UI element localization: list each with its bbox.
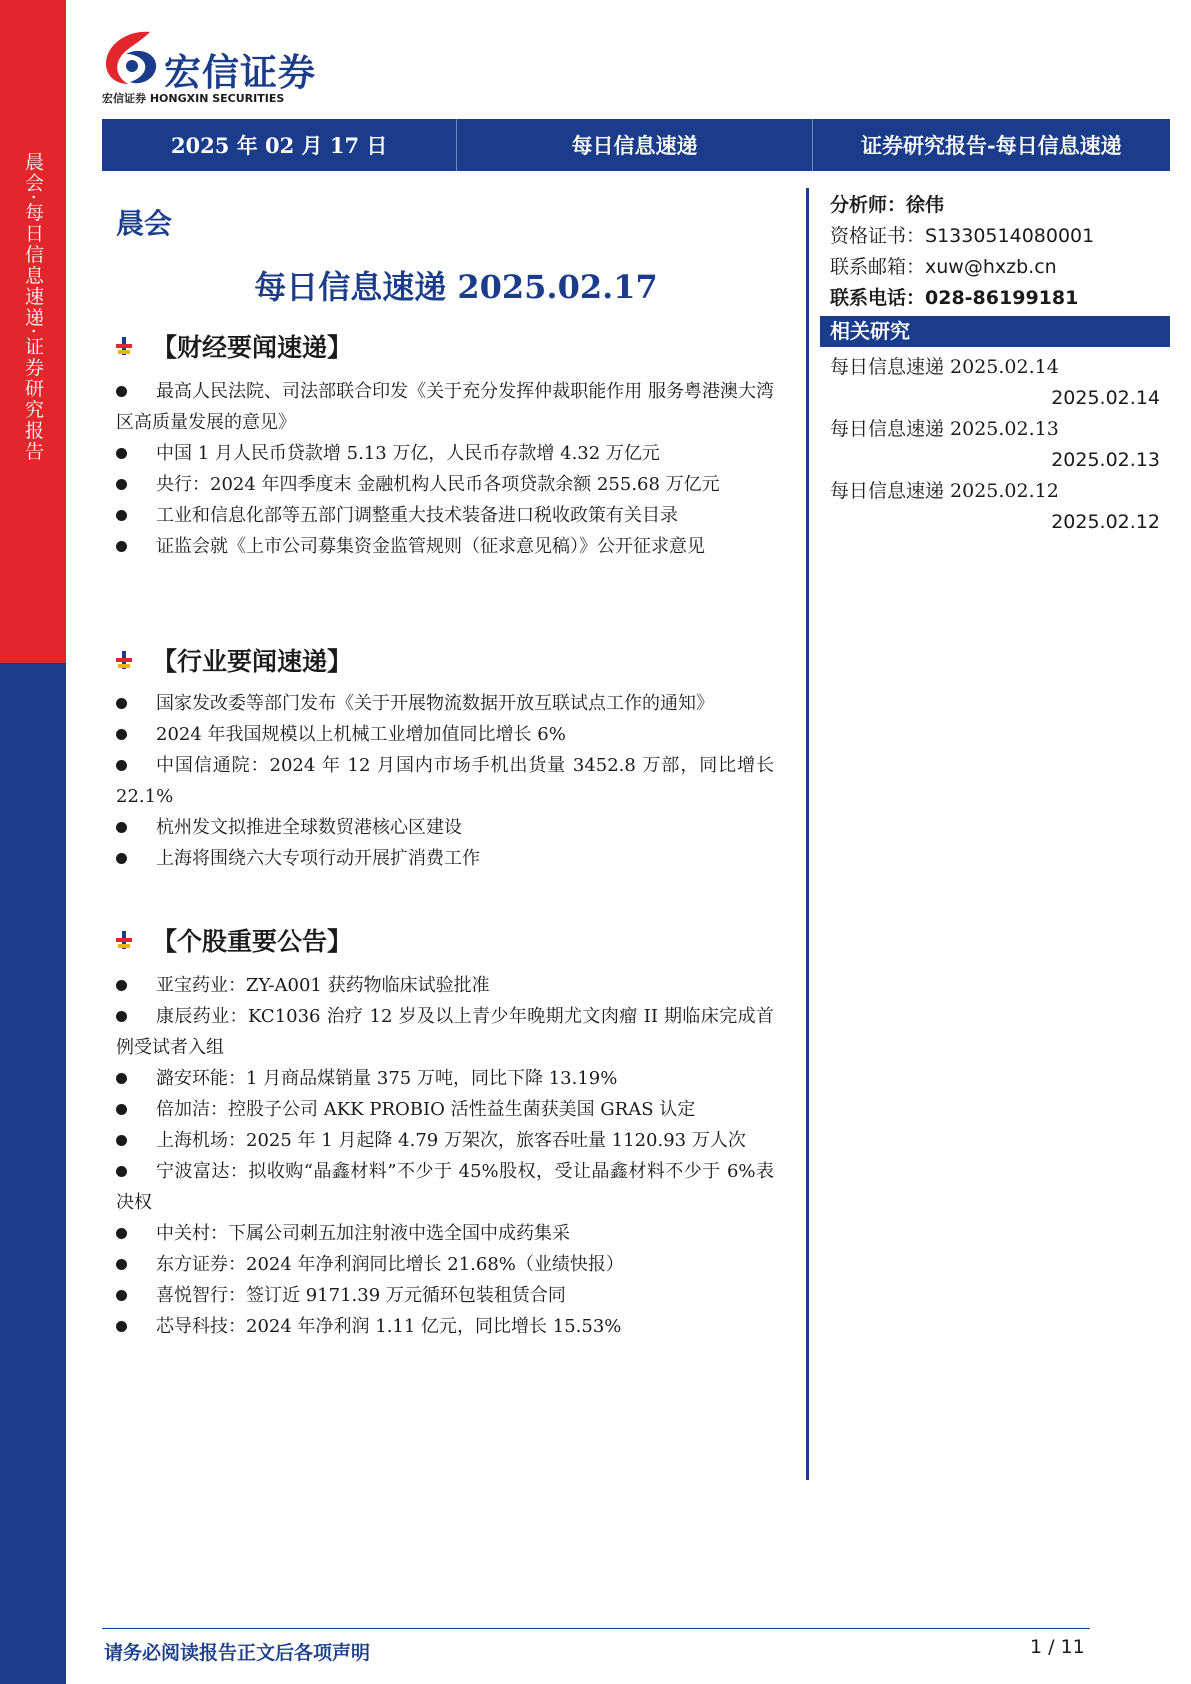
related-item: 每日信息速递 2025.02.14 2025.02.14 (830, 356, 1160, 409)
list-item: 潞安环能：1 月商品煤销量 375 万吨，同比下降 13.19% (116, 1063, 774, 1094)
report-category: 每日信息速递 (456, 119, 811, 171)
list-item: 亚宝药业：ZY-A001 获药物临床试验批准 (116, 970, 774, 1001)
list-item: 证监会就《上市公司募集资金监管规则（征求意见稿）》公开征求意见 (116, 531, 774, 562)
list-item: 宁波富达：拟收购“晶鑫材料”不少于 45%股权，受让晶鑫材料不少于 6%表决权 (116, 1161, 774, 1213)
list-item: 工业和信息化部等五部门调整重大技术装备进口税收政策有关目录 (116, 500, 774, 531)
list-item: 芯导科技：2024 年净利润 1.11 亿元，同比增长 15.53% (116, 1311, 774, 1342)
header-bar (102, 119, 1170, 171)
related-research-list (830, 352, 1160, 538)
analyst-cert-row: 资格证书：S1330514080001 (830, 225, 1095, 247)
analyst-cert: S1330514080001 (925, 225, 1095, 247)
list-item: 杭州发文拟推进全球数贸港核心区建设 (116, 812, 774, 843)
related-item: 每日信息速递 2025.02.12 2025.02.12 (830, 480, 1160, 533)
page-number: 1 / 11 (1030, 1636, 1085, 1658)
analyst-email: xuw@hxzb.cn (925, 256, 1057, 278)
list-item: 喜悦智行：签订近 9171.39 万元循环包装租赁合同 (116, 1280, 774, 1311)
analyst-name-row: 分析师：徐伟 (830, 194, 945, 216)
list-item: 上海机场：2025 年 1 月起降 4.79 万架次，旅客吞吐量 1120.93 万人次 (116, 1125, 774, 1156)
report-genre: 晨会 (116, 207, 173, 240)
analyst-info (830, 190, 1094, 314)
related-item: 每日信息速递 2025.02.13 2025.02.13 (830, 418, 1160, 471)
section-bullet-icon (116, 931, 132, 949)
side-banner (0, 0, 66, 1684)
analyst-phone: 028-86199181 (925, 287, 1079, 309)
list-item: 2024 年我国规模以上机械工业增加值同比增长 6% (116, 719, 774, 750)
page-title: 每日信息速递 2025.02.17 (254, 268, 658, 306)
company-logo (100, 28, 360, 108)
list-item: 央行：2024 年四季度末 金融机构人民币各项贷款余额 255.68 万亿元 (116, 469, 774, 500)
industry-news-list (116, 688, 774, 874)
section-bullet-icon (116, 651, 132, 669)
stock-announcements-list (116, 970, 774, 1342)
related-research-heading: 相关研究 (820, 316, 1170, 347)
section-bullet-icon (116, 337, 132, 355)
list-item: 中关村：下属公司刺五加注射液中选全国中成药集采 (116, 1218, 774, 1249)
list-item: 国家发改委等部门发布《关于开展物流数据开放互联试点工作的通知》 (116, 688, 774, 719)
list-item: 中国 1 月人民币贷款增 5.13 万亿，人民币存款增 4.32 万亿元 (116, 438, 774, 469)
section-heading-stocks: 【个股重要公告】 (116, 922, 352, 958)
logo-mark-icon (100, 28, 162, 90)
logo-name-cn: 宏信证券 (164, 51, 316, 94)
list-item: 倍加洁：控股子公司 AKK PROBIO 活性益生菌获美国 GRAS 认定 (116, 1094, 774, 1125)
column-divider (806, 188, 809, 1480)
list-item: 上海将围绕六大专项行动开展扩消费工作 (116, 843, 774, 874)
footer-divider (102, 1628, 1090, 1629)
logo-subtitle: 宏信证券 HONGXIN SECURITIES (102, 92, 285, 105)
analyst-name: 徐伟 (906, 194, 945, 216)
finance-news-list (116, 376, 774, 562)
list-item: 东方证券：2024 年净利润同比增长 21.68%（业绩快报） (116, 1249, 774, 1280)
list-item: 中国信通院：2024 年 12 月国内市场手机出货量 3452.8 万部，同比增长 22.1% (116, 755, 774, 807)
list-item: 康辰药业：KC1036 治疗 12 岁及以上青少年晚期尤文肉瘤 II 期临床完成首例受试者入组 (116, 1006, 774, 1058)
analyst-email-row: 联系邮箱：xuw@hxzb.cn (830, 256, 1057, 278)
section-heading-industry: 【行业要闻速递】 (116, 642, 352, 678)
side-banner-blue (0, 663, 66, 1684)
side-banner-text: 晨会·每日信息速递·证券研究报告 (22, 152, 44, 463)
report-type: 证券研究报告-每日信息速递 (812, 119, 1170, 171)
list-item: 最高人民法院、司法部联合印发《关于充分发挥仲裁职能作用 服务粤港澳大湾区高质量发展的意见》 (116, 381, 774, 433)
section-heading-finance: 【财经要闻速递】 (116, 328, 352, 364)
analyst-phone-row: 联系电话：028-86199181 (830, 287, 1079, 309)
footer-disclaimer: 请务必阅读报告正文后各项声明 (104, 1642, 371, 1664)
report-date: 2025 年 02 月 17 日 (170, 133, 388, 158)
